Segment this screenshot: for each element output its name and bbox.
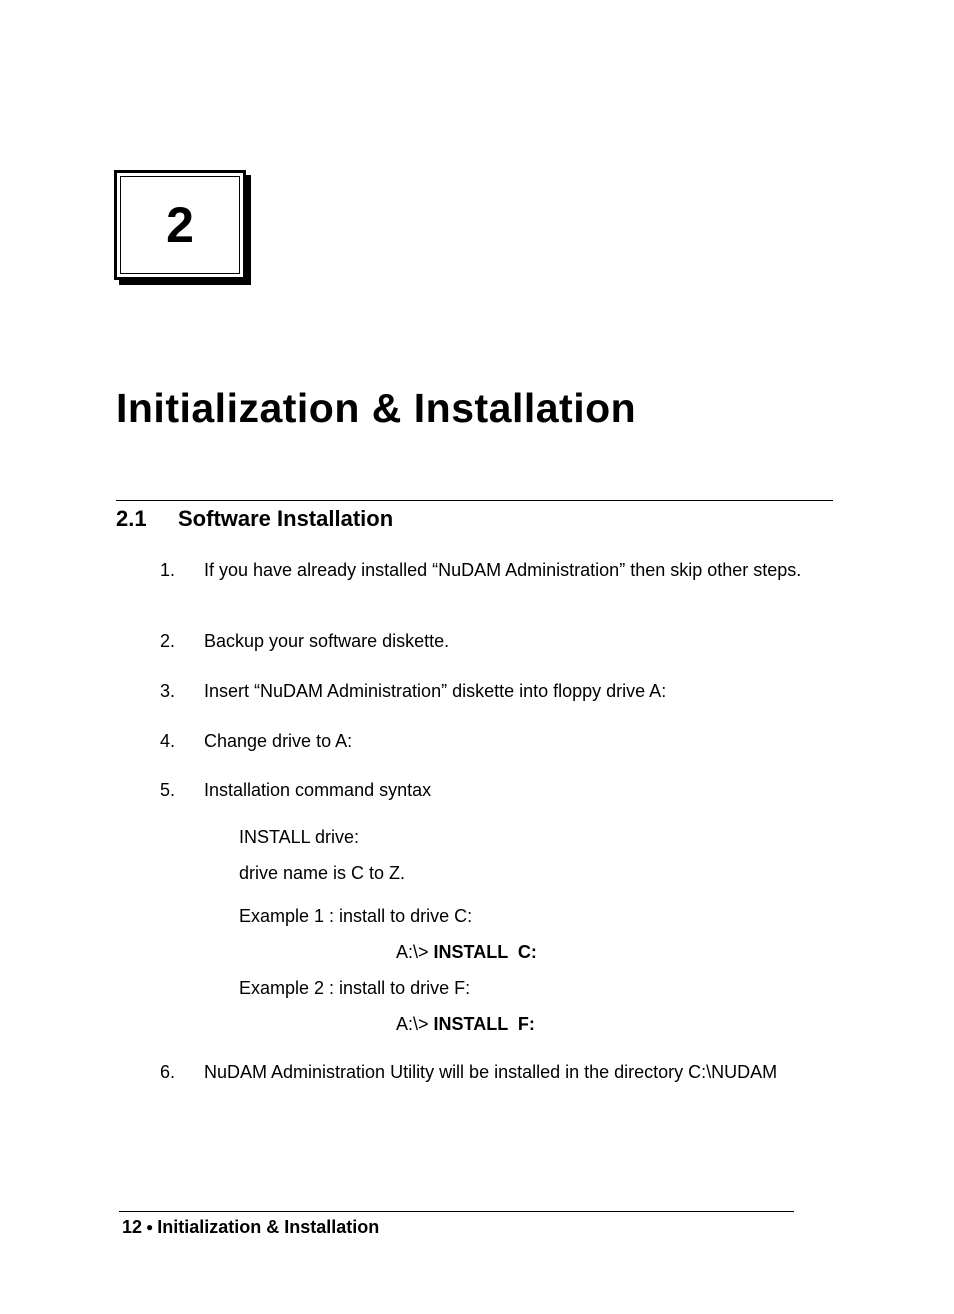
section-number: 2.1 bbox=[116, 506, 147, 531]
syntax-command: INSTALL drive: bbox=[239, 827, 360, 847]
section-heading bbox=[116, 506, 393, 532]
syntax-note: drive name is C to Z. bbox=[239, 863, 406, 883]
footer-divider bbox=[119, 1211, 794, 1212]
list-item bbox=[160, 1061, 840, 1084]
chapter-title: Initialization & Installation bbox=[116, 385, 637, 431]
list-item bbox=[160, 559, 830, 582]
example-1-label: Example 1 : install to drive C: bbox=[239, 906, 473, 926]
page-number: 12 bbox=[122, 1217, 143, 1237]
list-item bbox=[160, 680, 830, 703]
bullet-icon: ● bbox=[146, 1220, 154, 1234]
list-item-number: 2. bbox=[160, 631, 176, 651]
list-item-number: 1. bbox=[160, 560, 176, 580]
list-item-number: 3. bbox=[160, 681, 176, 701]
list-item bbox=[160, 730, 830, 753]
list-item bbox=[160, 630, 830, 653]
list-item-number: 6. bbox=[160, 1062, 176, 1082]
install-command: INSTALL C: bbox=[433, 942, 537, 962]
example-2-command-line bbox=[396, 1013, 535, 1036]
list-item-text: Installation command syntax bbox=[204, 780, 432, 800]
example-2-label: Example 2 : install to drive F: bbox=[239, 978, 471, 998]
list-item-text: Insert “NuDAM Administration” diskette into floppy drive A: bbox=[204, 681, 667, 701]
prompt: A:\> bbox=[396, 1014, 429, 1034]
footer-title: Initialization & Installation bbox=[157, 1217, 380, 1237]
install-command: INSTALL F: bbox=[433, 1014, 535, 1034]
list-item-number: 4. bbox=[160, 731, 176, 751]
section-divider bbox=[116, 500, 833, 501]
list-item bbox=[160, 779, 830, 802]
list-item-text: Change drive to A: bbox=[204, 731, 353, 751]
chapter-number: 2 bbox=[120, 176, 240, 274]
page-footer bbox=[122, 1216, 379, 1241]
list-item-number: 5. bbox=[160, 780, 176, 800]
list-item-text: Backup your software diskette. bbox=[204, 631, 450, 651]
list-item-text: NuDAM Administration Utility will be installed in the directory C:\NUDAM bbox=[204, 1062, 778, 1082]
prompt: A:\> bbox=[396, 942, 429, 962]
chapter-number-box bbox=[114, 170, 246, 280]
section-title: Software Installation bbox=[178, 506, 394, 531]
example-1-command-line bbox=[396, 941, 537, 964]
list-item-text: If you have already installed “NuDAM Administration” then skip other steps. bbox=[204, 560, 802, 580]
